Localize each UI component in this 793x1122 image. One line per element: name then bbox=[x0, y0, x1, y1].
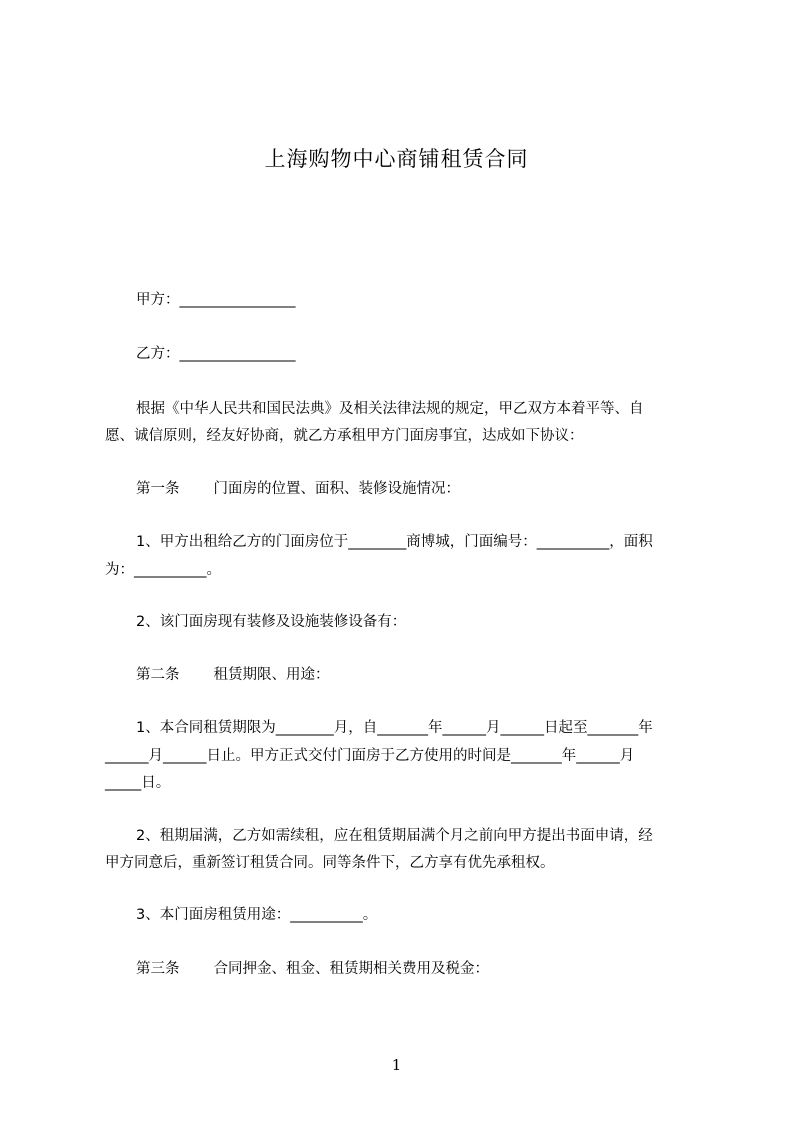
a2-item2-line-2: 甲方同意后，重新签订租赁合同。同等条件下，乙方享有优先承租权。 bbox=[105, 855, 555, 871]
a1-item1-line-1: 1、甲方出租给乙方的门面房位于________商博城，门面编号：__________，面积 bbox=[136, 534, 653, 550]
party-a-line: 甲方：________________ bbox=[136, 292, 296, 308]
preamble-line-2: 愿、诚信原则，经友好协商，就乙方承租甲方门面房事宜，达成如下协议： bbox=[105, 428, 584, 444]
a2-item2-line-1: 2、租期届满，乙方如需续租，应在租赁期届满个月之前向甲方提出书面申请，经 bbox=[136, 828, 653, 844]
a1-item2: 2、该门面房现有装修及设施装修设备有： bbox=[136, 614, 407, 630]
a2-item1-line-1: 1、本合同租赁期限为________月，自_______年______月______日起至_______年 bbox=[136, 720, 653, 736]
preamble-line-1: 根据《中华人民共和国民法典》及相关法律法规的规定，甲乙双方本着平等、自 bbox=[136, 401, 644, 417]
party-b-line: 乙方：________________ bbox=[136, 346, 296, 362]
article-1-heading bbox=[136, 479, 736, 499]
a2-item1-line-3: _____日。 bbox=[105, 775, 171, 791]
a2-item3: 3、本门面房租赁用途：__________。 bbox=[136, 907, 378, 923]
article-2-title: 租赁期限、用途： bbox=[213, 667, 330, 683]
a2-item1-line-2: ______月______日止。甲方正式交付门面房于乙方使用的时间是_______年______月 bbox=[105, 748, 635, 764]
article-2-heading bbox=[136, 665, 736, 685]
document-title: 上海购物中心商铺租赁合同 bbox=[264, 147, 529, 171]
a1-item1-line-2: 为：__________。 bbox=[105, 562, 221, 578]
article-1-title: 门面房的位置、面积、装修设施情况： bbox=[213, 481, 460, 497]
article-2-label: 第二条 bbox=[136, 667, 180, 683]
page-number: 1 bbox=[391, 1056, 402, 1074]
article-3-title: 合同押金、租金、租赁期相关费用及税金： bbox=[213, 961, 489, 977]
article-3-label: 第三条 bbox=[136, 961, 180, 977]
article-3-heading bbox=[136, 959, 736, 979]
article-1-label: 第一条 bbox=[136, 481, 180, 497]
